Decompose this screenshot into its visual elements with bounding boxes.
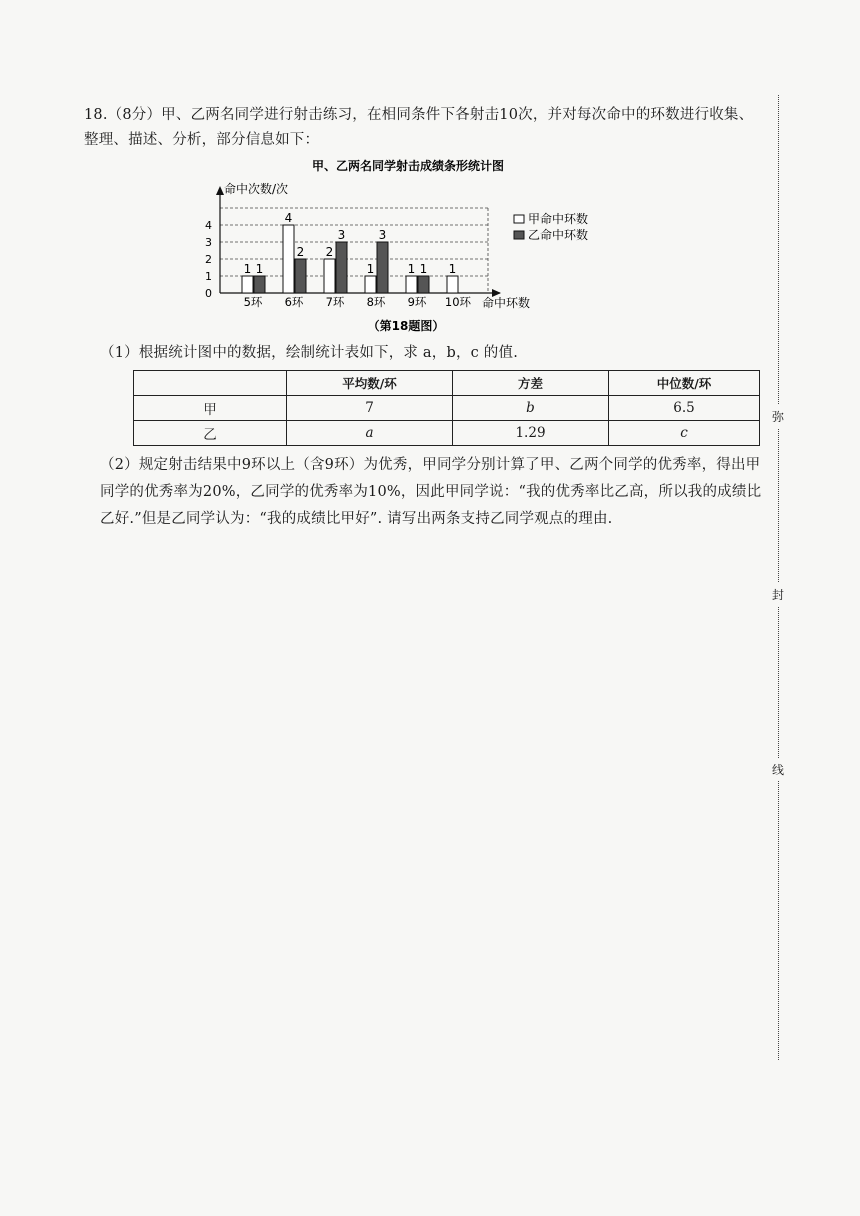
y-axis-arrow (216, 186, 224, 195)
table-header-cell: 中位数/环 (609, 371, 760, 396)
data-label: 1 (243, 262, 252, 276)
bar (447, 276, 458, 293)
question-stem: 18.（8分）甲、乙两名同学进行射击练习，在相同条件下各射击10次，并对每次命中的环数进行收集、整理、描述、分析，部分信息如下： (84, 107, 754, 148)
bar (336, 242, 347, 293)
question-part-1: （1）根据统计图中的数据，绘制统计表如下，求 a，b，c 的值. (100, 345, 518, 361)
legend-swatch (514, 215, 524, 223)
x-tick-label: 5环 (243, 295, 263, 309)
seal-line (778, 95, 779, 1060)
table-header-cell: 平均数/环 (287, 371, 453, 396)
table-cell: c (609, 421, 760, 446)
bar-chart (190, 155, 630, 335)
table-row (134, 421, 760, 446)
y-tick-label: 2 (205, 253, 212, 266)
table-cell: 7 (287, 396, 453, 421)
table-cell: 乙 (134, 421, 287, 446)
bar (324, 259, 335, 293)
legend-label: 甲命中环数 (528, 212, 589, 226)
table-header-cell (134, 371, 287, 396)
bar (365, 276, 376, 293)
bar (406, 276, 417, 293)
data-label: 4 (284, 211, 293, 225)
bar (418, 276, 429, 293)
table-cell: 1.29 (453, 421, 609, 446)
seal-label: 弥 (772, 405, 784, 428)
stats-table (133, 370, 760, 446)
table-cell: 甲 (134, 396, 287, 421)
table-cell: 6.5 (609, 396, 760, 421)
data-label: 2 (325, 245, 334, 259)
legend-label: 乙命中环数 (528, 228, 589, 242)
data-label: 1 (366, 262, 375, 276)
seal-label: 封 (772, 583, 784, 606)
data-label: 1 (255, 262, 264, 276)
data-label: 1 (448, 262, 457, 276)
x-tick-label: 7环 (325, 295, 345, 309)
data-label: 1 (419, 262, 428, 276)
data-label: 1 (407, 262, 416, 276)
y-tick-label: 4 (205, 219, 212, 232)
x-tick-label: 10环 (444, 295, 472, 309)
bar (295, 259, 306, 293)
table-header-row (134, 371, 760, 396)
x-tick-label: 8环 (366, 295, 386, 309)
legend-swatch (514, 231, 524, 239)
y-tick-label: 3 (205, 236, 212, 249)
data-label: 3 (378, 228, 387, 242)
question-part-2: （2）规定射击结果中9环以上（含9环）为优秀，甲同学分别计算了甲、乙两个同学的优秀率，得出甲同学的优秀率为20%，乙同学的优秀率为10%，因此甲同学说：“我的优秀率比乙高，所以我的成绩比乙好.”但是乙同学认为：“我的成绩比甲好”. 请写出两条支持乙同学观点的理由. (100, 457, 762, 527)
bar (377, 242, 388, 293)
y-tick-label: 0 (205, 287, 212, 300)
x-axis-label: 命中环数 (482, 296, 531, 310)
table-row (134, 396, 760, 421)
chart-title: 甲、乙两名同学射击成绩条形统计图 (311, 159, 505, 173)
y-tick-label: 1 (205, 270, 212, 283)
bar (254, 276, 265, 293)
data-label: 3 (337, 228, 346, 242)
y-axis-label: 命中次数/次 (224, 182, 289, 196)
x-tick-label: 9环 (407, 295, 427, 309)
bar (242, 276, 253, 293)
table-cell: b (453, 396, 609, 421)
seal-label: 线 (772, 758, 784, 781)
table-header-cell: 方差 (453, 371, 609, 396)
data-label: 2 (296, 245, 305, 259)
chart-caption: （第18题图） (367, 319, 445, 333)
x-tick-label: 6环 (284, 295, 304, 309)
bar (283, 225, 294, 293)
table-cell: a (287, 421, 453, 446)
